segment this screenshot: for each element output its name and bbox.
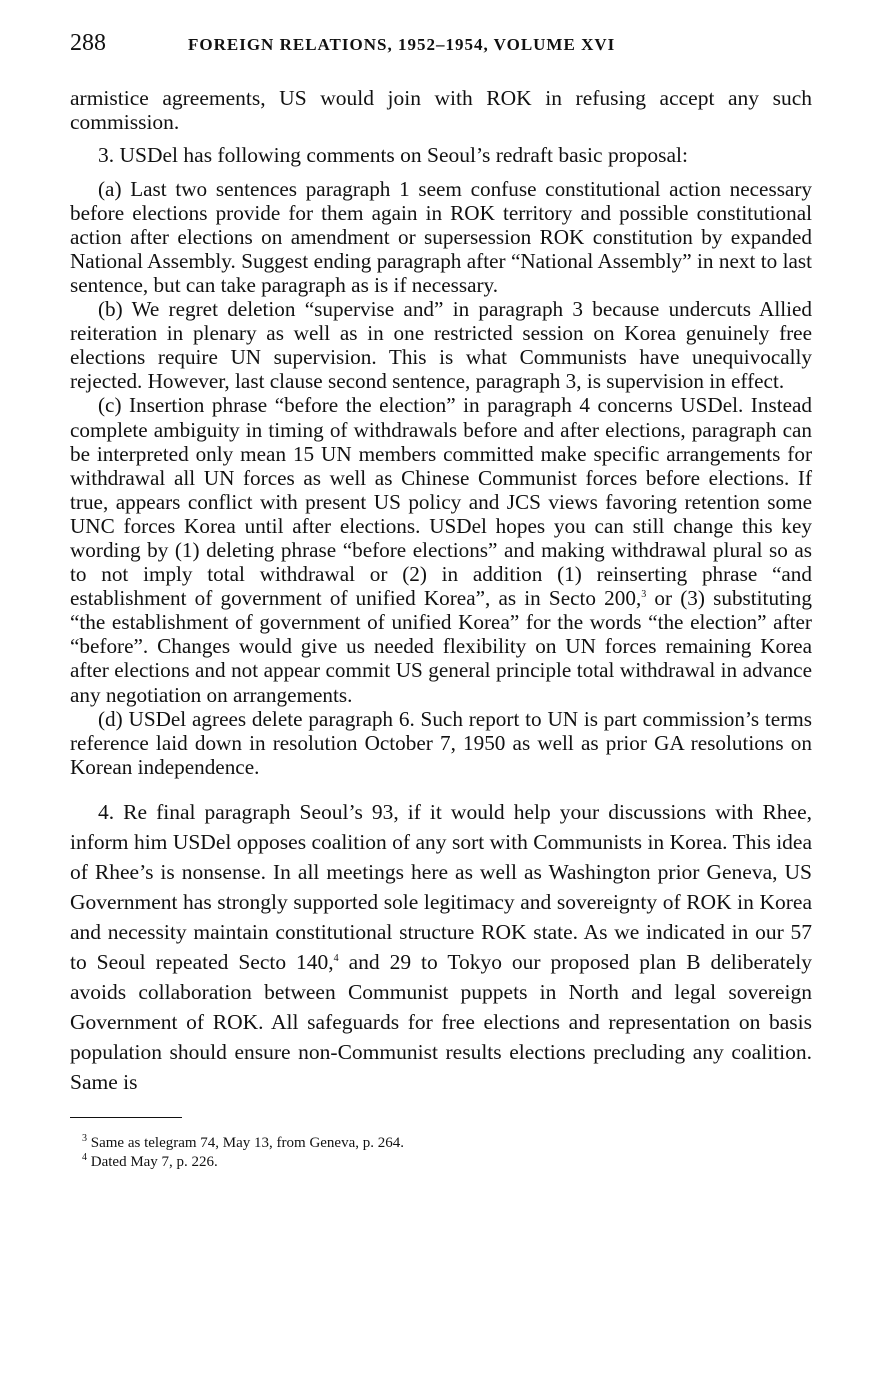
item-4-paragraph xyxy=(70,797,812,1097)
subparagraph-b: (b) We regret deletion “supervise and” in paragraph 3 because undercuts Allied reiteration in plenary as well as in one restricted session on Korea genuinely free elections require UN supervision. This is what Communists have unequivocally rejected. However, last clause second sentence, paragraph 3, is supervision in effect. xyxy=(70,297,812,394)
footnote-marker: 3 xyxy=(82,1132,87,1144)
footnotes xyxy=(70,1134,812,1172)
subparagraph-c-text-1: (c) Insertion phrase “before the election” in paragraph 4 concerns USDel. Instead complete ambiguity in timing of withdrawals before and after elections, paragraph can be interpreted only mean 15 UN members committed make specific arrangements for withdrawal all UN forces as well as Chinese Communist forces before elections. If true, appears conflict with present US policy and JCS views favoring retention some UNC forces Korea until after elections. USDel hopes you can still change this key wording by (1) deleting phrase “before elections” and making withdrawal plural so as to not imply total withdrawal or (2) in addition (1) reinserting phrase “and establishment of government of unified Korea”, as in Secto 200, xyxy=(70,393,812,611)
running-title: FOREIGN RELATIONS, 1952–1954, VOLUME XVI xyxy=(188,35,616,54)
subparagraph-d: (d) USDel agrees delete paragraph 6. Such report to UN is part commission’s terms reference laid down in resolution October 7, 1950 as well as prior GA resolutions on Korean independence. xyxy=(70,706,812,779)
subparagraph-a: (a) Last two sentences paragraph 1 seem confuse constitutional action necessary before elections provide for them again in ROK territory and possible constitutional action after elections on amendment or supersession ROK constitution by expanded National Assembly. Suggest ending paragraph after “National Assembly” in next to last sentence, but can take paragraph as is if necessary. xyxy=(70,176,812,297)
footnote-ref-4[interactable]: 4 xyxy=(333,952,339,964)
footnote-4 xyxy=(70,1153,812,1172)
footnote-ref-3[interactable]: 3 xyxy=(641,589,647,601)
footnote-divider xyxy=(70,1117,182,1118)
footnote-marker: 4 xyxy=(82,1151,87,1163)
item-3-heading: 3. USDel has following comments on Seoul’s redraft basic proposal: xyxy=(98,142,688,167)
document-page xyxy=(70,30,812,1172)
item-3-subparagraphs xyxy=(70,177,812,779)
footnote-text: Same as telegram 74, May 13, from Geneva, p. 264. xyxy=(87,1134,404,1151)
continuation-paragraph: armistice agreements, US would join with ROK in refusing accept any such commission. xyxy=(70,86,812,135)
item-4-text-1: 4. Re final paragraph Seoul’s 93, if it would help your discussions with Rhee, inform him USDel opposes coalition of any sort with Communists in Korea. This idea of Rhee’s is nonsense. In all meetings here as well as Washington prior Geneva, US Government has strongly supported sole legitimacy and sovereignty of ROK in Korea and necessity maintain constitutional structure ROK state. As we indicated in our 57 to Seoul repeated Secto 140, xyxy=(70,799,812,974)
subparagraph-c xyxy=(70,393,812,706)
footnote-3 xyxy=(70,1134,812,1153)
item-4-text-2: and 29 to Tokyo our proposed plan B deliberately avoids collaboration between Communist puppets in North and legal sovereign Government of ROK. All safeguards for free elections and representation on basis population should ensure non-Communist results elections precluding any coalition. Same is xyxy=(70,949,812,1094)
page-number: 288 xyxy=(70,30,106,56)
footnote-text: Dated May 7, p. 226. xyxy=(87,1153,218,1170)
subparagraph-c-text-2: or (3) substituting “the establishment of government of unified Korea” for the words “the election” after “before”. Changes would give us needed flexibility on UN forces remaining Korea after elections and not appear commit US general principle total withdrawal in advance any negotiation on arrangements. xyxy=(70,586,812,707)
page-header xyxy=(70,30,812,64)
